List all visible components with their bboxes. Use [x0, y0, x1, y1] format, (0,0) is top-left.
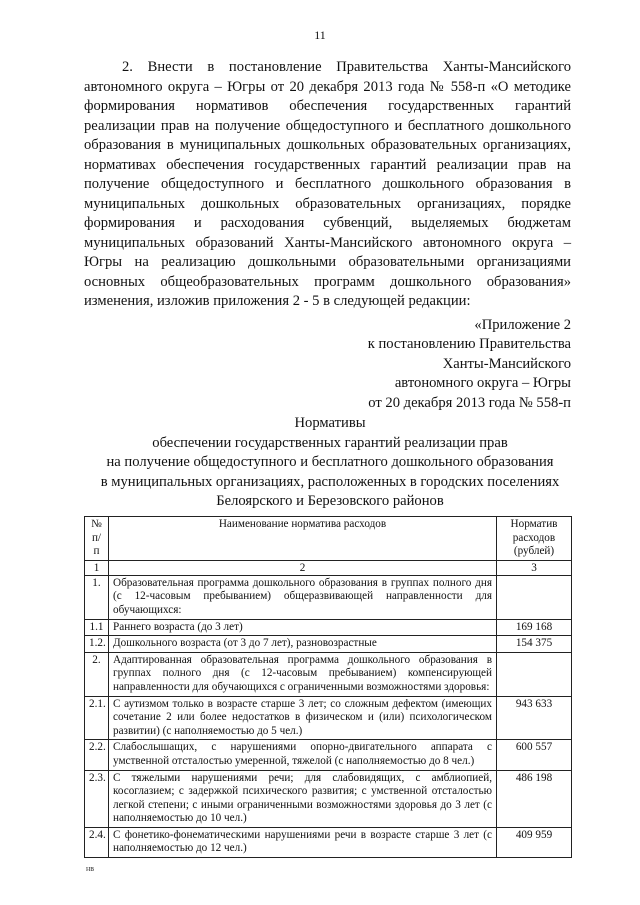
- row-value: [497, 652, 572, 696]
- header-value: Норматив расходов (рублей): [497, 517, 572, 561]
- row-name: Слабослышащих, с нарушениями опорно-двигательного аппарата с умственной отсталостью умеренной, тяжелой (с наполняемостью до 8 чел.): [109, 740, 497, 770]
- row-value: [497, 575, 572, 619]
- row-name: Дошкольного возраста (от 3 до 7 лет), разновозрастные: [109, 636, 497, 653]
- title-line: Нормативы: [294, 415, 366, 431]
- row-name: Раннего возраста (до 3 лет): [109, 619, 497, 636]
- row-value: 486 198: [497, 770, 572, 827]
- row-value: 154 375: [497, 636, 572, 653]
- row-num: 2.: [85, 652, 109, 696]
- row-value: 409 959: [497, 827, 572, 857]
- table-index-row: [85, 560, 572, 575]
- row-num: 1.2.: [85, 636, 109, 653]
- footer-mark: нв: [86, 864, 95, 873]
- table-row: [85, 575, 572, 619]
- table-row: [85, 696, 572, 740]
- title-line: Белоярского и Березовского районов: [216, 493, 444, 509]
- appendix-line: к постановлению Правительства: [367, 336, 571, 353]
- row-num: 2.4.: [85, 827, 109, 857]
- appendix-line: «Приложение 2: [474, 317, 571, 333]
- table-row: [85, 827, 572, 857]
- appendix-line: Ханты-Мансийского: [442, 355, 571, 372]
- header-num: № п/п: [85, 517, 109, 561]
- row-name: Адаптированная образовательная программа дошкольного образования в группах полного дня (с 12-часовым пребыванием) компенсирующей направленности для обучающихся с ограниченными возможностями здоровья:: [109, 652, 497, 696]
- page-number: 11: [314, 28, 326, 42]
- row-value: 943 633: [497, 696, 572, 740]
- table-row: [85, 652, 572, 696]
- table-header-row: [85, 517, 572, 561]
- row-num: 1.1: [85, 619, 109, 636]
- table-row: [85, 770, 572, 827]
- index-cell: 1: [85, 560, 109, 575]
- row-name: С аутизмом только в возрасте старше 3 лет; со сложным дефектом (имеющих сочетание 2 или более недостатков в физическом и (или) психологическом развитии) (с наполняемостью до 5 чел.): [109, 696, 497, 740]
- row-num: 2.2.: [85, 740, 109, 770]
- body-paragraph-block: [84, 58, 571, 312]
- row-num: 1.: [85, 575, 109, 619]
- row-value: 169 168: [497, 619, 572, 636]
- row-num: 2.3.: [85, 770, 109, 827]
- table-row: [85, 636, 572, 653]
- body-paragraph: 2. Внести в постановление Правительства Ханты-Мансийского автономного округа – Югры от 20 декабря 2013 года № 558-п «О методике формирования нормативов обеспечения государственных гарантий реализации прав на получение общедоступного и бесплатного дошкольного образования в муниципальных дошкольных образовательных организациях, нормативах обеспечения государственных гарантий реализации прав на получение общедоступного и бесплатного дошкольного образования в муниципальных дошкольных образовательных организациях, порядке формирования и расходования субвенций, выделяемых бюджетам муниципальных образований Ханты-Мансийского автономного округа – Югры на реализацию дошкольными образовательными организациями основных общеобразовательных программ дошкольного образования» изменения, изложив приложения 2 - 5 в следующей редакции:: [84, 59, 571, 309]
- appendix-line: от 20 декабря 2013 года № 558-п: [368, 394, 571, 411]
- index-cell: 2: [109, 560, 497, 575]
- appendix-caption: [300, 316, 571, 413]
- title-line: на получение общедоступного и бесплатного дошкольного образования: [106, 454, 554, 470]
- title-line: в муниципальных организациях, расположенных в городских поселениях: [100, 473, 560, 490]
- title-line: обеспечении государственных гарантий реализации прав: [152, 434, 508, 451]
- row-name: Образовательная программа дошкольного образования в группах полного дня (с 12-часовым пребыванием) общеразвивающей направленности для обучающихся:: [109, 575, 497, 619]
- row-value: 600 557: [497, 740, 572, 770]
- header-name: Наименование норматива расходов: [109, 517, 497, 561]
- row-name: С тяжелыми нарушениями речи; для слабовидящих, с амблиопией, косоглазием; с задержкой психического развития; с умственной отсталостью легкой степени; с иными ограниченными возможностями здоровья до 3 лет (с наполняемостью до 10 чел.): [109, 770, 497, 827]
- table-row: [85, 740, 572, 770]
- norms-table: [84, 516, 572, 858]
- row-num: 2.1.: [85, 696, 109, 740]
- index-cell: 3: [497, 560, 572, 575]
- appendix-line: автономного округа – Югры: [394, 375, 571, 392]
- table-row: [85, 619, 572, 636]
- document-title: [70, 414, 590, 512]
- row-name: С фонетико-фонематическими нарушениями речи в возрасте старше 3 лет (с наполняемостью до 12 чел.): [109, 827, 497, 857]
